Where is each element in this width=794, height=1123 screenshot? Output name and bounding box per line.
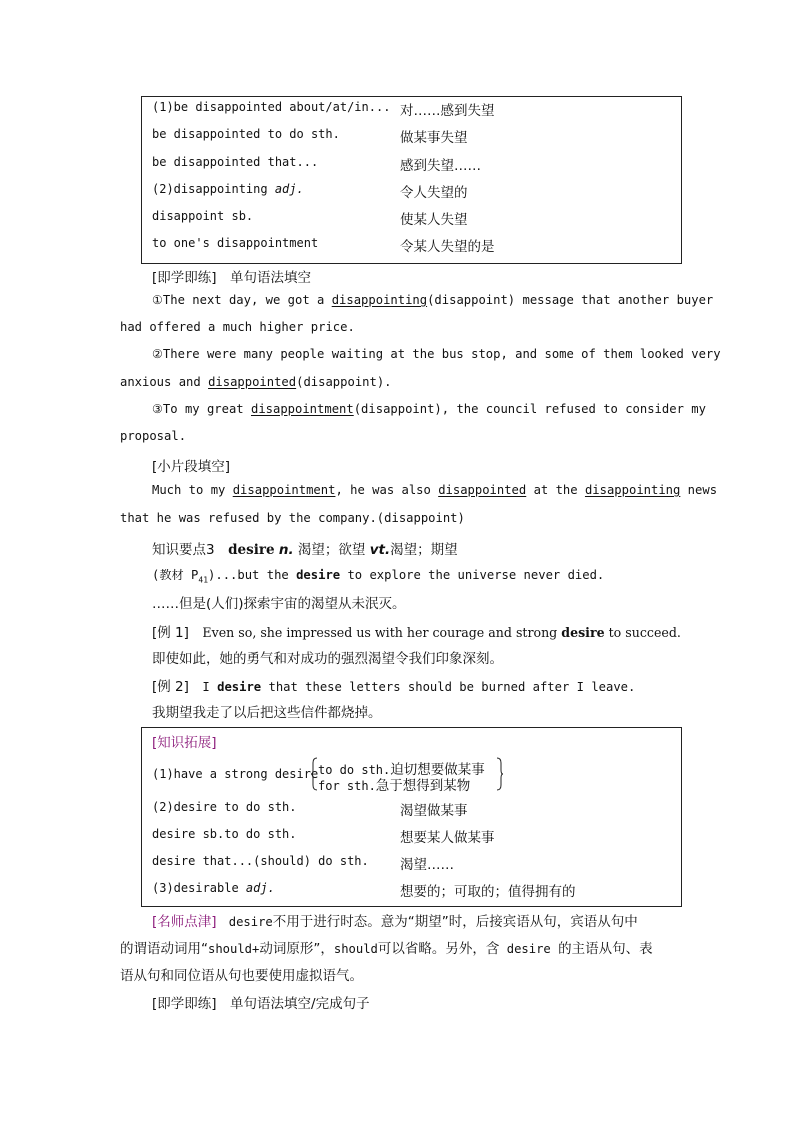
phrase-row <box>152 100 390 114</box>
example-sentence: [例 1] Even so, she impressed us with her courage and strong desire to succeed. <box>152 625 681 641</box>
answer-blank: disappointing <box>584 483 681 497</box>
phrase-en: be disappointed to do sth. <box>152 127 340 141</box>
teacher-note: 的谓语动词用“should+动词原形”，should可以省略。另外，含 desire 的主语从句、表 <box>120 941 653 957</box>
phrase-meaning: 想要的；可取的；值得拥有的 <box>400 884 576 900</box>
phrase-row <box>152 155 318 169</box>
textbook-translation: ……但是(人们)探索宇宙的渴望从未泯灭。 <box>152 596 406 612</box>
phrase-meaning: 渴望做某事 <box>400 803 468 819</box>
phrase-en: (1)be disappointed about/at/in... <box>152 100 391 114</box>
phrase-row: (3)desirable adj. <box>152 881 275 895</box>
phrase-meaning: 做某事失望 <box>400 130 468 146</box>
answer-blank: disappointed <box>438 483 527 497</box>
phrase-en: (2)disappointing <box>152 182 275 196</box>
exercise-line: ③To my great disappointment(disappoint), the council refused to consider my <box>152 402 706 416</box>
phrase-en: be disappointed that... <box>152 155 319 169</box>
teacher-note: [名师点津] desire不用于进行时态。意为“期望”时，后接宾语从句，宾语从句中 <box>152 914 638 930</box>
phrase-row <box>152 127 340 141</box>
fragment-line: that he was refused by the company.(disappoint) <box>120 511 465 525</box>
answer-blank: disappointing <box>331 293 428 307</box>
exercise-line: ①The next day, we got a disappointing(disappoint) message that another buyer <box>152 293 714 307</box>
knowledge-point-title: 知识要点3 desire n. 渴望；欲望 vt.渴望；期望 <box>152 542 458 558</box>
exercise-line: had offered a much higher price. <box>120 320 355 334</box>
brace-option: to do sth.迫切想要做某事 <box>318 762 485 778</box>
example-translation: 即使如此，她的勇气和对成功的强烈渴望令我们印象深刻。 <box>152 651 503 667</box>
textbook-sentence: (教材 $P_{41})...but$ the desire to explore the universe never died. <box>152 568 605 585</box>
phrase-row: desire sb.to do sth. <box>152 827 297 841</box>
answer-blank: disappointment <box>250 402 354 416</box>
practice-heading: [即学即练] 单句语法填空 <box>152 270 312 286</box>
example-sentence: [例 2] I desire that these letters should be burned after I leave. <box>152 679 636 695</box>
teacher-note: 语从句和同位语从句也要使用虚拟语气。 <box>120 968 363 984</box>
phrase-en: disappoint sb. <box>152 209 254 223</box>
phrase-row <box>152 236 318 250</box>
exercise-line: ②There were many people waiting at the bus stop, and some of them looked very <box>152 347 721 361</box>
fragment-heading: [小片段填空] <box>152 459 231 475</box>
phrase-meaning: 渴望…… <box>400 857 454 873</box>
phrase-row: desire that...(should) do sth. <box>152 854 369 868</box>
brace-option: for sth.急于想得到某物 <box>318 778 471 794</box>
phrase-row: (1)have a strong desire <box>152 767 319 781</box>
extension-heading: [知识拓展] <box>152 735 217 751</box>
phrase-meaning: 令人失望的 <box>400 185 468 201</box>
phrase-meaning: 使某人失望 <box>400 212 468 228</box>
phrase-meaning: 令某人失望的是 <box>400 239 495 255</box>
example-translation: 我期望我走了以后把这些信件都烧掉。 <box>152 705 382 721</box>
exercise-line: proposal. <box>120 429 187 443</box>
fragment-line: Much to my disappointment, he was also disappointed at the disappointing news <box>152 483 718 497</box>
answer-blank: disappointment <box>232 483 336 497</box>
phrase-row <box>152 182 304 196</box>
phrase-en: to one's disappointment <box>152 236 319 250</box>
part-of-speech: adj. <box>274 182 304 196</box>
phrase-row <box>152 209 253 223</box>
answer-blank: disappointed <box>208 375 297 389</box>
phrase-meaning: 对……感到失望 <box>400 103 495 119</box>
phrase-meaning: 想要某人做某事 <box>400 830 495 846</box>
phrase-row: (2)desire to do sth. <box>152 800 297 814</box>
exercise-line: anxious and disappointed(disappoint). <box>120 375 392 389</box>
practice-heading: [即学即练] 单句语法填空/完成句子 <box>152 996 370 1012</box>
phrase-meaning: 感到失望…… <box>400 158 481 174</box>
